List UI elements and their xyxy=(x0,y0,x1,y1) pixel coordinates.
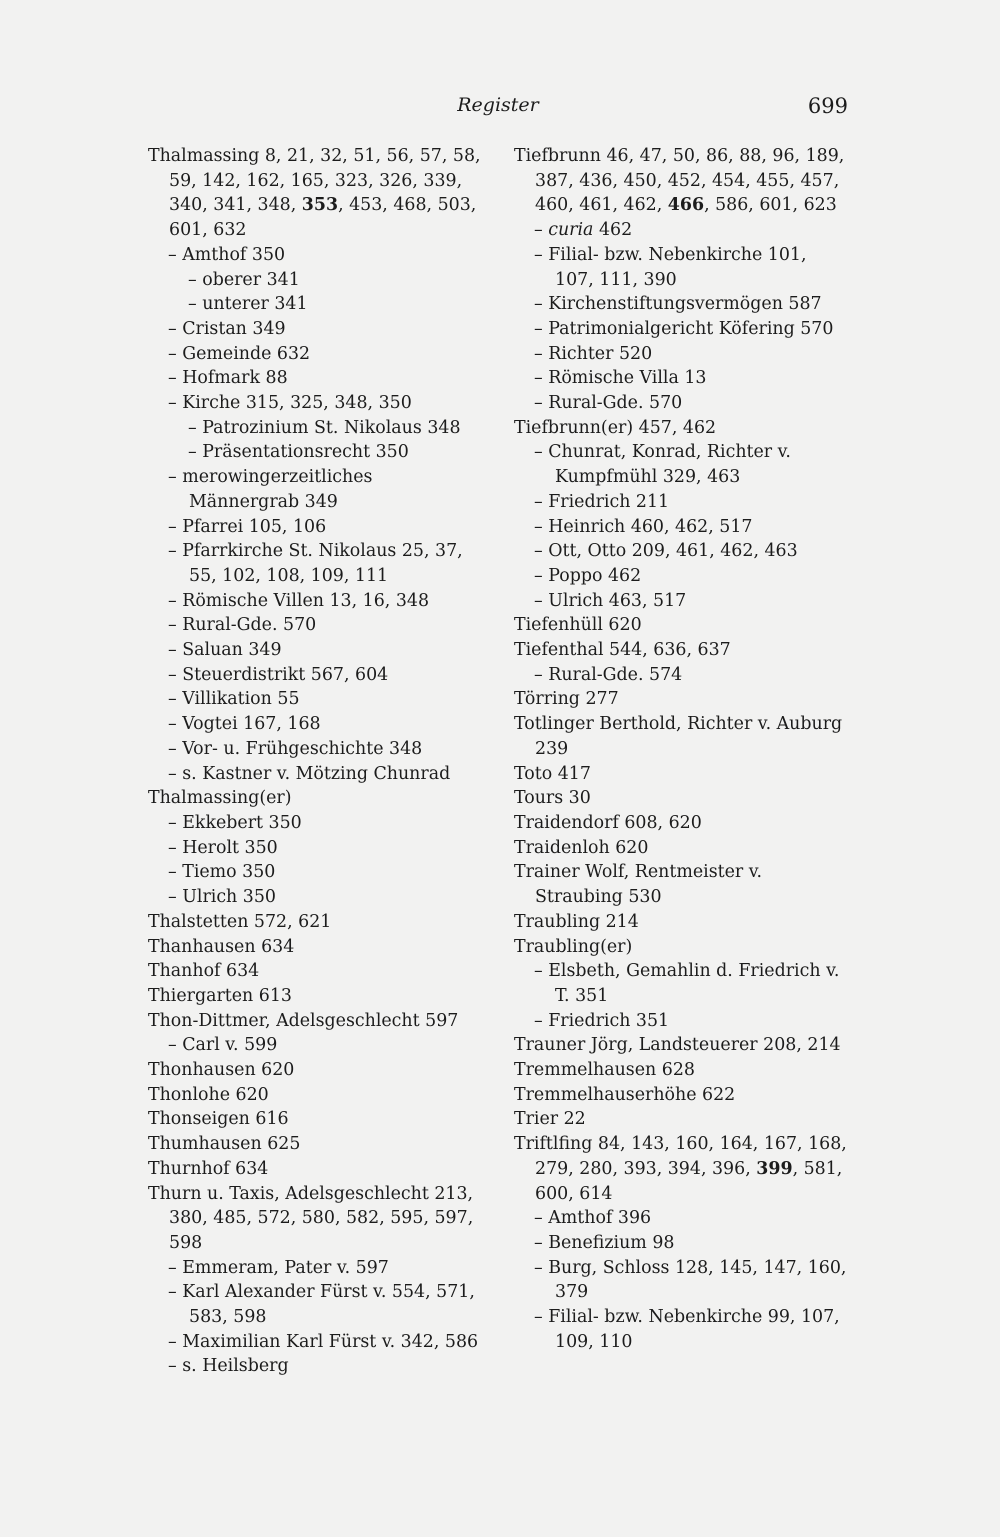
entry-text: – Friedrich 211 xyxy=(534,491,670,512)
entry-text: Thanhof 634 xyxy=(148,961,260,982)
running-header xyxy=(148,94,848,124)
entry-text: Thalstetten 572, 621 xyxy=(148,911,332,932)
entry-text: – Römische Villa 13 xyxy=(534,368,707,389)
index-entry xyxy=(148,737,484,762)
index-entry xyxy=(148,910,484,935)
entry-text: Trauner Jörg, Landsteuerer 208, 214 xyxy=(514,1035,841,1056)
index-entry xyxy=(148,589,484,614)
index-entry xyxy=(148,984,484,1009)
index-entry xyxy=(148,1083,484,1108)
entry-text: Traidendorf 608, 620 xyxy=(514,812,702,833)
entry-text: – merowingerzeitliches Männergrab 349 xyxy=(168,467,373,512)
index-entry xyxy=(148,836,484,861)
entry-text: – Ott, Otto 209, 461, 462, 463 xyxy=(534,541,798,562)
entry-text: – Poppo 462 xyxy=(534,565,642,586)
index-entry xyxy=(148,935,484,960)
entry-text: Toto 417 xyxy=(514,763,591,784)
index-entry xyxy=(148,638,484,663)
index-entry xyxy=(514,589,850,614)
entry-text: Thonseigen 616 xyxy=(148,1109,289,1130)
entry-text: – Friedrich 351 xyxy=(534,1010,670,1031)
entry-text: Traidenloh 620 xyxy=(514,837,649,858)
entry-text: – xyxy=(534,220,549,241)
index-entry xyxy=(148,317,484,342)
entry-text: Traubling(er) xyxy=(514,936,633,957)
index-entry xyxy=(148,811,484,836)
index-entry xyxy=(514,687,850,712)
index-entry xyxy=(148,1009,484,1034)
index-entry xyxy=(514,317,850,342)
entry-text: , 453, 468, 503, 601, 632 xyxy=(169,195,477,241)
index-entry xyxy=(148,1058,484,1083)
entry-text: Tours 30 xyxy=(514,788,591,809)
index-entry xyxy=(514,811,850,836)
index-entry xyxy=(148,440,484,465)
entry-text: – Benefizium 98 xyxy=(534,1232,675,1253)
entry-text: – Ulrich 463, 517 xyxy=(534,590,687,611)
index-entry xyxy=(148,613,484,638)
index-column-left xyxy=(148,144,484,1379)
entry-text: – Patrimonialgericht Köfering 570 xyxy=(534,318,834,339)
index-entry xyxy=(514,836,850,861)
index-entry xyxy=(148,1182,484,1256)
index-entry xyxy=(148,1330,484,1355)
index-entry xyxy=(148,416,484,441)
entry-text: – oberer 341 xyxy=(188,269,300,290)
entry-text: Tremmelhauserhöhe 622 xyxy=(514,1084,736,1105)
index-entry xyxy=(514,1107,850,1132)
entry-text: – Burg, Schloss 128, 145, 147, 160, 379 xyxy=(534,1257,847,1303)
entry-text: Tiefenhüll 620 xyxy=(514,615,642,636)
entry-text: – s. Kastner v. Mötzing Chunrad xyxy=(168,763,451,784)
running-title: Register xyxy=(457,94,539,116)
index-entry xyxy=(148,268,484,293)
index-entry xyxy=(514,218,850,243)
entry-text: – Römische Villen 13, 16, 348 xyxy=(168,590,430,611)
index-entry xyxy=(514,1033,850,1058)
index-entry xyxy=(514,910,850,935)
entry-text: – Steuerdistrikt 567, 604 xyxy=(168,664,389,685)
entry-text: – Heinrich 460, 462, 517 xyxy=(534,516,753,537)
entry-text: – Amthof 396 xyxy=(534,1208,652,1229)
index-entry xyxy=(514,935,850,960)
entry-text: – Saluan 349 xyxy=(168,640,282,661)
entry-text: – Hofmark 88 xyxy=(168,368,288,389)
entry-text: 462 xyxy=(593,220,633,241)
index-entry xyxy=(514,786,850,811)
entry-text: – Cristan 349 xyxy=(168,318,286,339)
index-entry xyxy=(148,243,484,268)
entry-text: – Tiemo 350 xyxy=(168,862,276,883)
entry-text: , 586, 601, 623 xyxy=(704,195,837,216)
index-entry xyxy=(514,712,850,761)
index-entry xyxy=(514,490,850,515)
entry-text: – Herolt 350 xyxy=(168,837,278,858)
index-entry xyxy=(148,292,484,317)
entry-text: Thiergarten 613 xyxy=(148,985,292,1006)
index-entry xyxy=(514,515,850,540)
index-entry xyxy=(514,959,850,1008)
index-entry xyxy=(148,860,484,885)
index-entry xyxy=(514,762,850,787)
index-entry xyxy=(514,1132,850,1206)
index-entry xyxy=(148,762,484,787)
entry-text: – Pfarrei 105, 106 xyxy=(168,516,327,537)
index-entry xyxy=(148,1033,484,1058)
entry-text: – unterer 341 xyxy=(188,294,308,315)
entry-text: – Vogtei 167, 168 xyxy=(168,714,321,735)
index-entry xyxy=(148,366,484,391)
entry-text: – Chunrat, Konrad, Richter v. Kumpfmühl 329, 463 xyxy=(534,442,791,488)
entry-text: – Gemeinde 632 xyxy=(168,343,311,364)
index-entry xyxy=(514,1305,850,1354)
entry-text: – Richter 520 xyxy=(534,343,653,364)
entry-text: Tiefbrunn(er) 457, 462 xyxy=(514,417,717,438)
index-entry xyxy=(514,1083,850,1108)
entry-text: – Rural-Gde. 574 xyxy=(534,664,683,685)
index-entry xyxy=(514,613,850,638)
index-entry xyxy=(514,440,850,489)
index-entry xyxy=(514,1058,850,1083)
entry-text: Thalmassing 8, 21, 32, 51, 56, 57, 58, 59, 142, 162, 165, 323, 326, 339, 340, 341, 348, xyxy=(148,146,481,216)
index-entry xyxy=(148,342,484,367)
italic-term: curia xyxy=(548,220,594,241)
index-entry xyxy=(148,144,484,243)
page-number: 699 xyxy=(807,94,848,118)
bold-page-ref: 353 xyxy=(301,195,339,216)
index-entry xyxy=(148,663,484,688)
index-entry xyxy=(148,885,484,910)
entry-text: Totlinger Berthold, Richter v. Auburg 239 xyxy=(514,714,843,759)
entry-text: Thanhausen 634 xyxy=(148,936,295,957)
entry-text: Törring 277 xyxy=(514,689,619,710)
index-entry xyxy=(514,243,850,292)
entry-text: – Elsbeth, Gemahlin d. Friedrich v. T. 351 xyxy=(534,961,840,1006)
bold-page-ref: 399 xyxy=(756,1158,793,1179)
entry-text: – Präsentationsrecht 350 xyxy=(188,442,409,463)
index-entry xyxy=(148,1256,484,1281)
entry-text: – Filial- bzw. Nebenkirche 101, 107, 111, 390 xyxy=(534,244,807,290)
index-entry xyxy=(514,1206,850,1231)
entry-text: Thon-Dittmer, Adelsgeschlecht 597 xyxy=(148,1010,459,1031)
entry-text: – Kirche 315, 325, 348, 350 xyxy=(168,393,412,414)
index-entry xyxy=(514,539,850,564)
index-entry xyxy=(514,144,850,218)
index-entry xyxy=(514,416,850,441)
index-entry xyxy=(148,687,484,712)
entry-text: – Ulrich 350 xyxy=(168,887,276,908)
entry-text: Trier 22 xyxy=(514,1109,586,1130)
index-entry xyxy=(148,539,484,588)
entry-text: – Kirchenstiftungsvermögen 587 xyxy=(534,294,822,315)
index-entry xyxy=(514,366,850,391)
entry-text: Thumhausen 625 xyxy=(148,1134,301,1155)
entry-text: Thonlohe 620 xyxy=(148,1084,269,1105)
index-entry xyxy=(514,860,850,909)
entry-text: , 581, 600, 614 xyxy=(535,1158,843,1204)
entry-text: Traubling 214 xyxy=(514,911,639,932)
index-entry xyxy=(148,712,484,737)
entry-text: – Amthof 350 xyxy=(168,244,286,265)
index-entry xyxy=(514,391,850,416)
entry-text: Tiefenthal 544, 636, 637 xyxy=(514,640,731,661)
entry-text: – Pfarrkirche St. Nikolaus 25, 37, 55, 102, 108, 109, 111 xyxy=(168,541,463,586)
index-entry xyxy=(148,1157,484,1182)
index-entry xyxy=(148,1107,484,1132)
index-entry xyxy=(514,638,850,663)
index-entry xyxy=(148,1354,484,1379)
index-entry xyxy=(148,1280,484,1329)
entry-text: Thonhausen 620 xyxy=(148,1060,295,1081)
index-entry xyxy=(148,786,484,811)
index-entry xyxy=(148,391,484,416)
entry-text: – Rural-Gde. 570 xyxy=(534,393,683,414)
index-entry xyxy=(148,1132,484,1157)
entry-text: – Filial- bzw. Nebenkirche 99, 107, 109, 110 xyxy=(534,1307,840,1352)
index-entry xyxy=(514,1009,850,1034)
bold-page-ref: 466 xyxy=(667,195,705,216)
entry-text: – Emmeram, Pater v. 597 xyxy=(168,1257,389,1278)
entry-text: Triftlfing 84, 143, 160, 164, 167, 168, 279, 280, 393, 394, 396, xyxy=(514,1134,847,1179)
index-entry xyxy=(514,663,850,688)
entry-text: Trainer Wolf, Rentmeister v. Straubing 530 xyxy=(514,862,763,908)
entry-text: – Ekkebert 350 xyxy=(168,812,302,833)
index-entry xyxy=(514,342,850,367)
index-entry xyxy=(148,959,484,984)
index-entry xyxy=(514,564,850,589)
index-entry xyxy=(148,465,484,514)
entry-text: Thalmassing(er) xyxy=(148,788,292,809)
entry-text: – Rural-Gde. 570 xyxy=(168,615,317,636)
entry-text: – s. Heilsberg xyxy=(168,1356,289,1377)
entry-text: Tremmelhausen 628 xyxy=(514,1060,695,1081)
index-entry xyxy=(514,1256,850,1305)
entry-text: Thurnhof 634 xyxy=(148,1158,269,1179)
index-column-right xyxy=(514,144,850,1354)
entry-text: – Carl v. 599 xyxy=(168,1035,278,1056)
entry-text: – Villikation 55 xyxy=(168,689,300,710)
index-entry xyxy=(148,515,484,540)
entry-text: Tiefbrunn 46, 47, 50, 86, 88, 96, 189, 387, 436, 450, 452, 454, 455, 457, 460, 461, 462, xyxy=(514,146,845,216)
entry-text: – Karl Alexander Fürst v. 554, 571, 583, 598 xyxy=(168,1282,475,1328)
entry-text: Thurn u. Taxis, Adelsgeschlecht 213, 380, 485, 572, 580, 582, 595, 597, 598 xyxy=(148,1183,474,1253)
index-entry xyxy=(514,1231,850,1256)
index-entry xyxy=(514,292,850,317)
entry-text: – Maximilian Karl Fürst v. 342, 586 xyxy=(168,1331,479,1352)
entry-text: – Patrozinium St. Nikolaus 348 xyxy=(188,417,461,438)
entry-text: – Vor- u. Frühgeschichte 348 xyxy=(168,738,423,759)
